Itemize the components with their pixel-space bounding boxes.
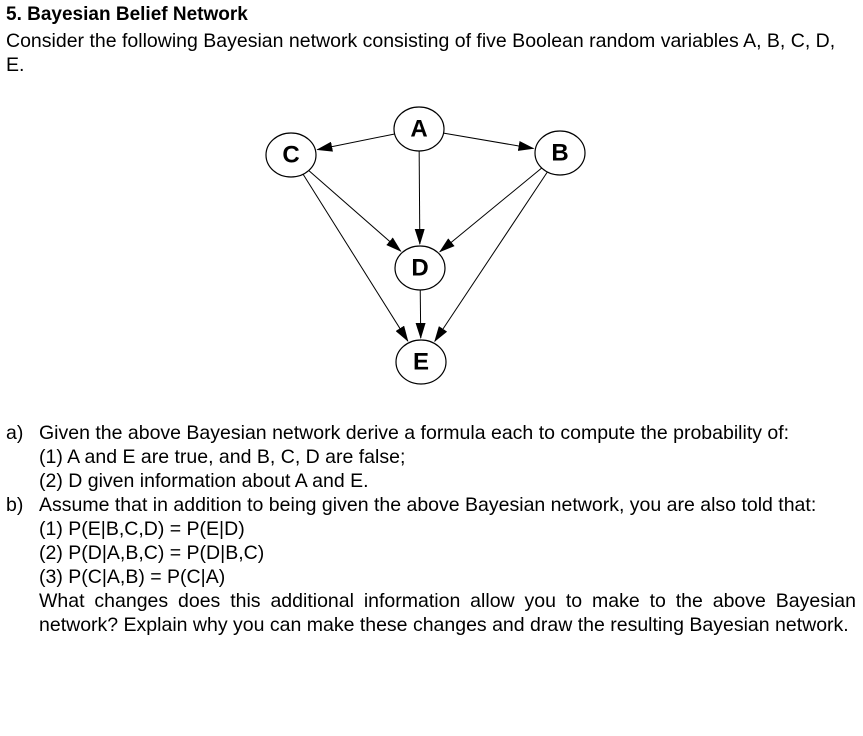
question-a [6, 421, 856, 493]
question-text: Assume that in addition to being given the above Bayesian network, you are also told that: [39, 494, 817, 516]
node-a [394, 107, 444, 151]
node-label: D [411, 254, 429, 282]
question-list [6, 421, 856, 637]
question-item: (1) A and E are true, and B, C, D are false; [39, 446, 406, 468]
node-b [535, 131, 585, 175]
node-label: A [410, 115, 428, 143]
node-label: B [551, 139, 569, 167]
question-b [6, 493, 856, 637]
edge-a-to-d [419, 151, 420, 244]
question-item: (1) P(E|B,C,D) = P(E|D) [39, 518, 245, 540]
question-letter: a) [6, 422, 24, 444]
question-followup: What changes does this additional information allow you to make to the above Bayesian network? Explain why you can make these changes and draw the resulting Bayesian network. [39, 590, 856, 636]
node-c [266, 133, 316, 177]
edge-a-to-c [317, 134, 394, 150]
section-heading: 5. Bayesian Belief Network [6, 4, 248, 25]
edge-d-to-e [420, 290, 421, 338]
question-item: (2) D given information about A and E. [39, 470, 369, 492]
question-letter: b) [6, 494, 24, 516]
node-label: C [282, 141, 300, 169]
edge-c-to-d [309, 171, 401, 252]
intro-paragraph: Consider the following Bayesian network consisting of five Boolean random variables A, B, C, D, E. [6, 30, 836, 76]
question-item: (2) P(D|A,B,C) = P(D|B,C) [39, 542, 265, 564]
node-e [396, 340, 446, 384]
edge-b-to-e [435, 172, 548, 341]
question-item: (3) P(C|A,B) = P(C|A) [39, 566, 226, 588]
edge-c-to-e [303, 174, 408, 341]
node-label: E [412, 348, 430, 376]
edge-a-to-b [444, 133, 534, 148]
edge-b-to-d [440, 168, 542, 252]
question-text: Given the above Bayesian network derive a formula each to compute the probability of: [39, 422, 790, 444]
node-d [395, 246, 445, 290]
